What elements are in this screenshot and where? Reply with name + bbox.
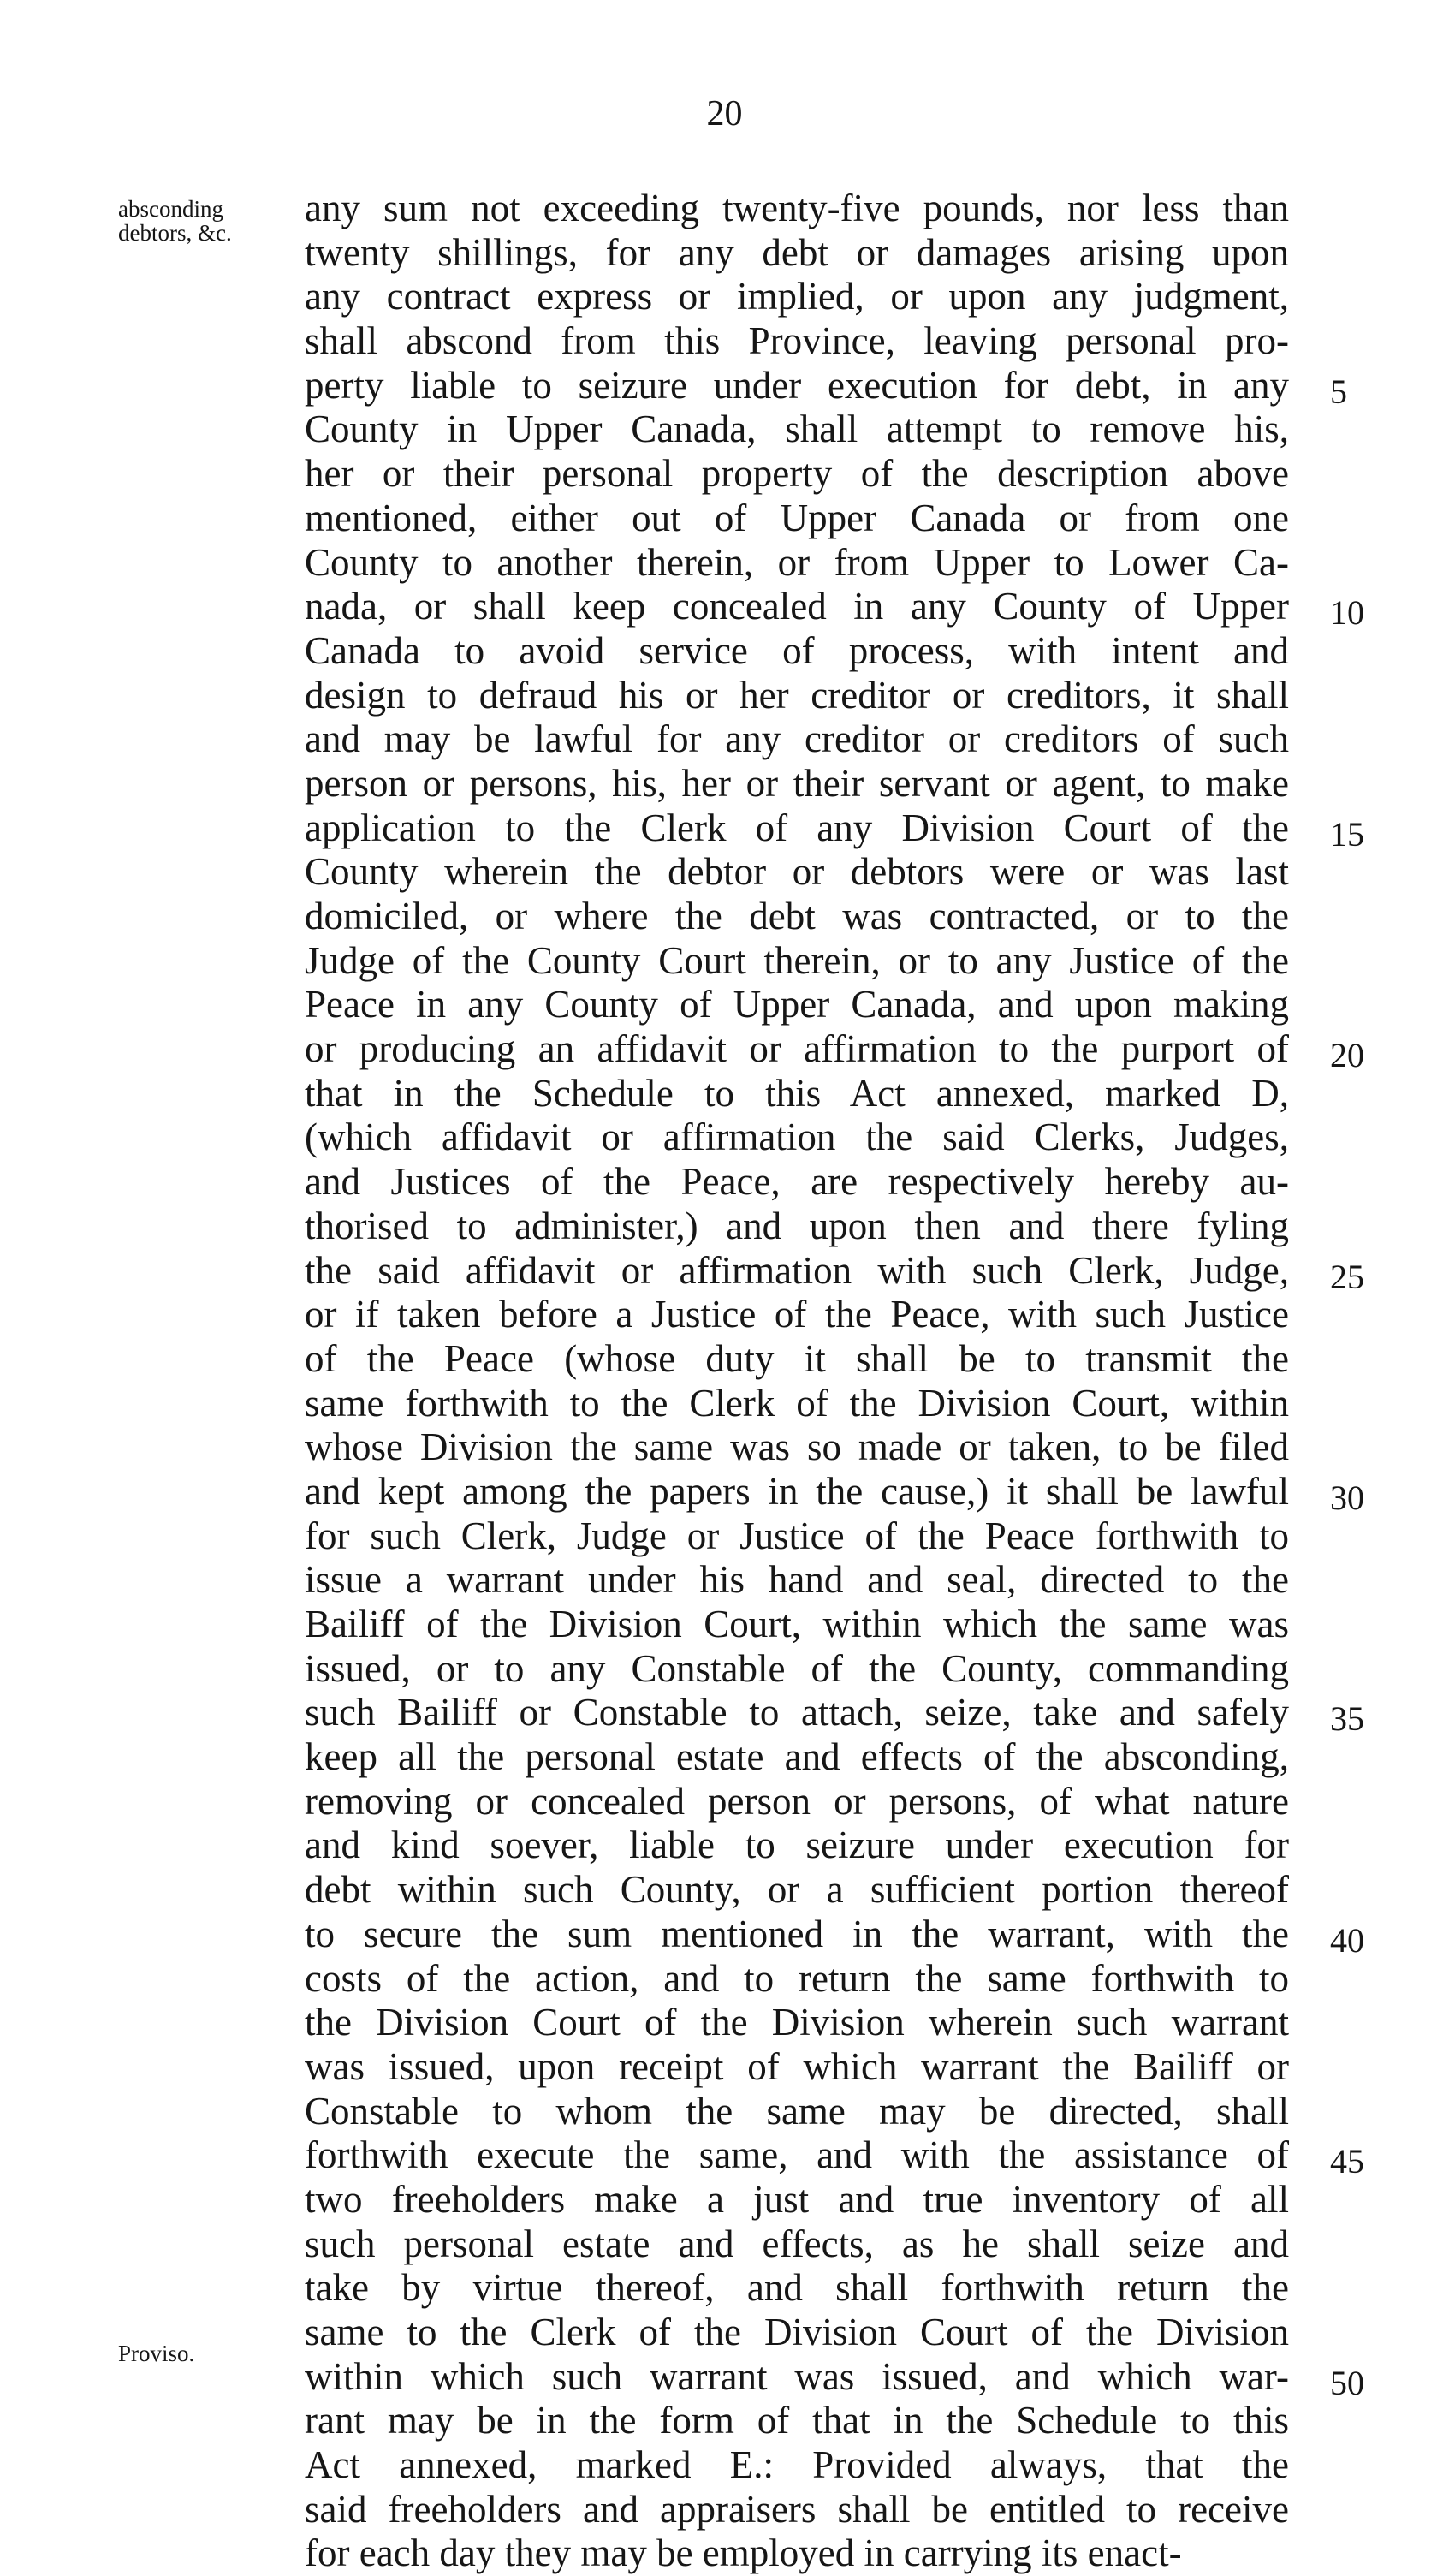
text-line-content: two freeholders make a just and true inventory of all xyxy=(305,2177,1289,2221)
text-line xyxy=(305,1248,1364,1296)
text-line-content: design to defraud his or her creditor or creditors, it shall xyxy=(305,673,1289,717)
text-line xyxy=(305,541,1289,586)
text-line-content: Peace in any County of Upper Canada, and upon making xyxy=(305,983,1289,1026)
text-line xyxy=(305,187,1289,231)
text-line-content: for each day they may be employed in carrying its enact- xyxy=(305,2531,1182,2575)
text-line xyxy=(305,1735,1289,1780)
text-line-content: to secure the sum mentioned in the warrant, with the xyxy=(305,1912,1289,1955)
text-line xyxy=(305,319,1289,364)
text-line xyxy=(305,2443,1289,2488)
text-line xyxy=(305,497,1289,541)
text-line-content: same forthwith to the Clerk of the Division Court, within xyxy=(305,1381,1289,1425)
text-line xyxy=(305,1691,1364,1739)
text-line-content: (which affidavit or affirmation the said Clerks, Judges, xyxy=(305,1115,1289,1159)
text-line-content: keep all the personal estate and effects of the absconding, xyxy=(305,1735,1289,1779)
text-line-content: for such Clerk, Judge or Justice of the Peace forthwith to xyxy=(305,1514,1289,1557)
line-number: 10 xyxy=(1330,593,1364,633)
text-line-content: debt within such County, or a sufficient portion thereof xyxy=(305,1868,1289,1912)
text-line-content: was issued, upon receipt of which warrant the Bailiff or xyxy=(305,2044,1289,2088)
text-line xyxy=(305,717,1289,762)
line-number: 30 xyxy=(1330,1478,1364,1517)
text-line xyxy=(305,2045,1289,2090)
text-line-content: same to the Clerk of the Division Court of the Division xyxy=(305,2311,1289,2353)
text-line-content: the Division Court of the Division wherein such warrant xyxy=(305,2001,1289,2044)
text-line xyxy=(305,2311,1289,2355)
text-line xyxy=(305,231,1289,276)
line-number: 20 xyxy=(1330,1036,1364,1075)
text-line-content: said freeholders and appraisers shall be entitled to receive xyxy=(305,2487,1289,2531)
body-text xyxy=(305,187,1364,2576)
text-line xyxy=(305,1912,1364,1960)
line-number: 15 xyxy=(1330,814,1364,854)
text-line xyxy=(305,1027,1364,1075)
text-line xyxy=(305,2178,1289,2222)
text-line xyxy=(305,762,1289,806)
text-line xyxy=(305,1823,1289,1868)
page-number: 20 xyxy=(706,94,743,134)
text-line-content: of the Peace (whose duty it shall be to transmit the xyxy=(305,1336,1289,1380)
text-line xyxy=(305,1072,1289,1116)
text-line xyxy=(305,1558,1289,1603)
text-line xyxy=(305,1603,1289,1647)
text-line xyxy=(305,1957,1289,2002)
text-line-content: any contract express or implied, or upon any judgment, xyxy=(305,275,1289,318)
text-line-content: twenty shillings, for any debt or damages arising upon xyxy=(305,230,1289,274)
text-line-content: removing or concealed person or persons, of what nature xyxy=(305,1779,1289,1823)
text-line-content: within which such warrant was issued, and which war- xyxy=(305,2354,1289,2398)
text-line-content: Canada to avoid service of process, with intent and xyxy=(305,628,1289,672)
text-line xyxy=(305,408,1289,452)
text-line-content: thorised to administer,) and upon then and there fyling xyxy=(305,1204,1289,1247)
text-line-content: or if taken before a Justice of the Peace, with such Justice xyxy=(305,1293,1289,1336)
text-line xyxy=(305,1293,1289,1337)
text-line xyxy=(305,1647,1289,1692)
text-line xyxy=(305,1160,1289,1205)
text-line-content: such Bailiff or Constable to attach, seize, take and safely xyxy=(305,1691,1289,1734)
text-line xyxy=(305,939,1289,984)
text-line xyxy=(305,2531,1289,2576)
text-line-content: whose Division the same was so made or taken, to be filed xyxy=(305,1425,1289,1469)
text-line xyxy=(305,1514,1289,1559)
text-line xyxy=(305,1868,1289,1913)
text-line-content: County in Upper Canada, shall attempt to remove his, xyxy=(305,408,1289,451)
text-line-content: shall abscond from this Province, leaving personal pro- xyxy=(305,319,1289,363)
text-line xyxy=(305,1780,1289,1824)
text-line-content: Judge of the County Court therein, or to any Justice of the xyxy=(305,938,1289,982)
text-line xyxy=(305,674,1289,718)
text-line xyxy=(305,1469,1364,1517)
text-line xyxy=(305,806,1364,854)
text-line xyxy=(305,2488,1289,2532)
text-line-content: application to the Clerk of any Division Court of the xyxy=(305,806,1289,849)
text-line-content: costs of the action, and to return the same forthwith to xyxy=(305,1956,1289,2000)
line-number: 40 xyxy=(1330,1920,1364,1960)
text-line-content: Act annexed, marked E.: Provided always, that the xyxy=(305,2443,1289,2487)
line-number: 50 xyxy=(1330,2363,1364,2402)
text-line xyxy=(305,2354,1364,2402)
text-line-content: Bailiff of the Division Court, within which the same was xyxy=(305,1603,1289,1645)
text-line xyxy=(305,1337,1289,1382)
text-line xyxy=(305,1425,1289,1470)
text-line xyxy=(305,2266,1289,2311)
text-line-content: and may be lawful for any creditor or creditors of such xyxy=(305,717,1289,761)
text-line-content: mentioned, either out of Upper Canada or from one xyxy=(305,496,1289,539)
margin-note-absconding xyxy=(118,197,232,245)
text-line-content: County wherein the debtor or debtors were or was last xyxy=(305,850,1289,894)
text-line xyxy=(305,983,1289,1027)
text-line xyxy=(305,585,1364,633)
text-line xyxy=(305,2133,1364,2181)
text-line-content: her or their personal property of the description above xyxy=(305,452,1289,496)
text-line xyxy=(305,363,1347,411)
line-number: 45 xyxy=(1330,2142,1364,2181)
text-line-content: and kind soever, liable to seizure under execution for xyxy=(305,1823,1289,1867)
text-line xyxy=(305,452,1289,497)
text-line-content: and kept among the papers in the cause,) it shall be lawful xyxy=(305,1469,1289,1513)
text-line xyxy=(305,275,1289,319)
text-line-content: forthwith execute the same, and with the assistance of xyxy=(305,2133,1289,2177)
text-line xyxy=(305,1205,1289,1249)
text-line-content: and Justices of the Peace, are respectively hereby au- xyxy=(305,1160,1289,1204)
text-line xyxy=(305,2090,1289,2134)
line-number: 5 xyxy=(1330,372,1347,411)
text-line-content: or producing an affidavit or affirmation to the purport of xyxy=(305,1027,1289,1071)
text-line-content: domiciled, or where the debt was contracted, or to the xyxy=(305,895,1289,937)
text-line-content: issued, or to any Constable of the County, commanding xyxy=(305,1646,1289,1690)
text-line-content: the said affidavit or affirmation with such Clerk, Judge, xyxy=(305,1248,1289,1292)
text-line xyxy=(305,2399,1289,2443)
text-line xyxy=(305,2222,1289,2267)
text-line-content: take by virtue thereof, and shall forthwith return the xyxy=(305,2266,1289,2310)
text-line-content: County to another therein, or from Upper to Lower Ca- xyxy=(305,540,1289,584)
text-line xyxy=(305,850,1289,895)
text-line-content: issue a warrant under his hand and seal, directed to the xyxy=(305,1558,1289,1602)
margin-note-line: debtors, &c. xyxy=(118,220,232,246)
text-line xyxy=(305,1115,1289,1160)
text-line xyxy=(305,629,1289,674)
margin-note-proviso: Proviso. xyxy=(118,2341,195,2366)
text-line-content: any sum not exceeding twenty-five pounds, nor less than xyxy=(305,187,1289,229)
line-number: 25 xyxy=(1330,1257,1364,1296)
line-number: 35 xyxy=(1330,1699,1364,1739)
margin-note-line: absconding xyxy=(118,196,223,222)
text-line xyxy=(305,2001,1289,2045)
text-line-content: perty liable to seizure under execution for debt, in any xyxy=(305,363,1289,407)
text-line xyxy=(305,895,1289,939)
text-line-content: nada, or shall keep concealed in any County of Upper xyxy=(305,585,1289,628)
text-line-content: Constable to whom the same may be directed, shall xyxy=(305,2089,1289,2133)
text-line-content: that in the Schedule to this Act annexed, marked D, xyxy=(305,1071,1289,1115)
text-line xyxy=(305,1382,1289,1426)
text-line-content: such personal estate and effects, as he shall seize and xyxy=(305,2222,1289,2265)
text-line-content: person or persons, his, her or their servant or agent, to make xyxy=(305,761,1289,805)
text-line-content: rant may be in the form of that in the Schedule to this xyxy=(305,2399,1289,2442)
